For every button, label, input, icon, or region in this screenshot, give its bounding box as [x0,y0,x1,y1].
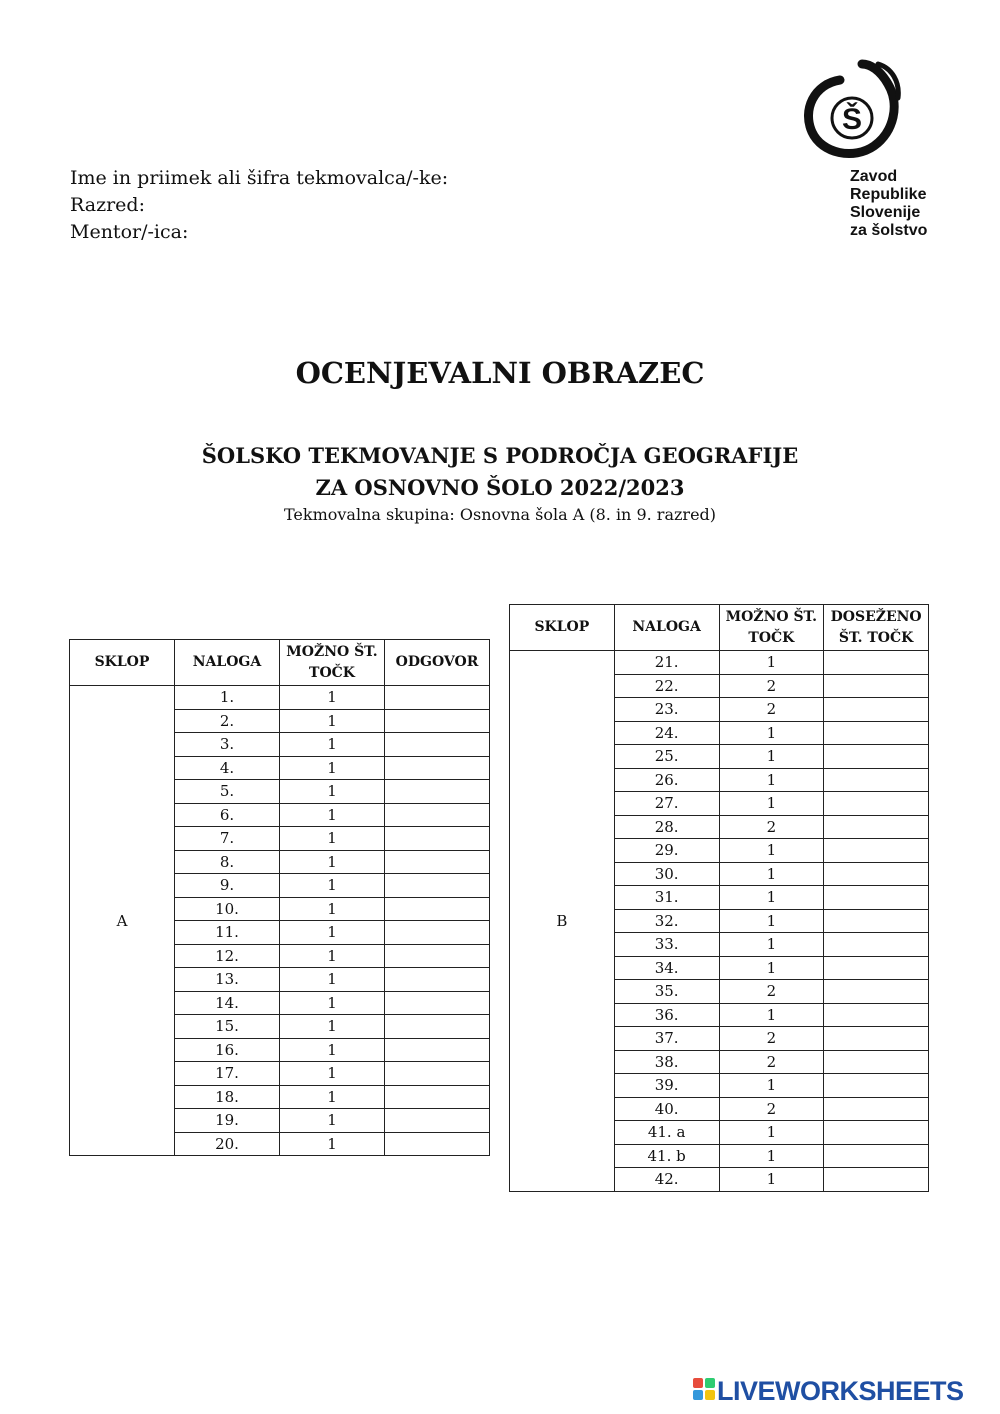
logo-line: Republike [850,186,927,203]
possible-points-cell: 1 [280,733,385,757]
task-number-cell: 31. [614,886,719,910]
task-number-cell: 42. [614,1168,719,1192]
answer-cell[interactable] [385,803,490,827]
header-naloga: NALOGA [175,640,280,686]
competition-group: Tekmovalna skupina: Osnovna šola A (8. in 9. razred) [283,505,717,524]
answer-cell[interactable] [385,756,490,780]
header-sklop: SKLOP [510,605,615,651]
possible-points-cell: 1 [719,933,824,957]
possible-points-cell: 1 [280,686,385,710]
table-header-row [510,605,929,651]
liveworksheets-watermark [693,1376,964,1404]
achieved-points-cell[interactable] [824,1144,929,1168]
student-info-fields [70,165,448,246]
possible-points-cell: 1 [280,1062,385,1086]
answer-cell[interactable] [385,1109,490,1133]
achieved-points-cell[interactable] [824,651,929,675]
grading-table-a [69,639,490,1156]
answer-cell[interactable] [385,968,490,992]
grading-table-b [509,604,929,1192]
achieved-points-cell[interactable] [824,839,929,863]
task-number-cell: 17. [175,1062,280,1086]
task-number-cell: 5. [175,780,280,804]
logo-line: Zavod [850,168,898,185]
possible-points-cell: 1 [280,803,385,827]
table-row [510,651,929,675]
task-number-cell: 25. [614,745,719,769]
answer-cell[interactable] [385,827,490,851]
task-number-cell: 6. [175,803,280,827]
possible-points-cell: 1 [719,862,824,886]
answer-cell[interactable] [385,686,490,710]
possible-points-cell: 1 [280,874,385,898]
logo-letter: Š [841,103,863,136]
header-possible-points: MOŽNO ŠT. TOČK [719,605,824,651]
possible-points-cell: 1 [280,709,385,733]
possible-points-cell: 1 [280,827,385,851]
answer-cell[interactable] [385,897,490,921]
task-number-cell: 19. [175,1109,280,1133]
task-number-cell: 3. [175,733,280,757]
achieved-points-cell[interactable] [824,721,929,745]
answer-cell[interactable] [385,850,490,874]
possible-points-cell: 2 [719,1050,824,1074]
task-number-cell: 29. [614,839,719,863]
name-field-label: Ime in priimek ali šifra tekmovalca/-ke: [70,167,449,189]
achieved-points-cell[interactable] [824,886,929,910]
answer-cell[interactable] [385,709,490,733]
possible-points-cell: 1 [280,1085,385,1109]
possible-points-cell: 1 [719,745,824,769]
possible-points-cell: 1 [280,1132,385,1156]
possible-points-cell: 2 [719,1027,824,1051]
answer-cell[interactable] [385,1085,490,1109]
task-number-cell: 1. [175,686,280,710]
task-number-cell: 41. a [614,1121,719,1145]
table-row [70,686,490,710]
subtitle-line-2: ZA OSNOVNO ŠOLO 2022/2023 [315,475,685,500]
task-number-cell: 18. [175,1085,280,1109]
possible-points-cell: 1 [719,886,824,910]
answer-cell[interactable] [385,1015,490,1039]
header-possible-points: MOŽNO ŠT. TOČK [280,640,385,686]
achieved-points-cell[interactable] [824,1050,929,1074]
task-number-cell: 9. [175,874,280,898]
task-number-cell: 26. [614,768,719,792]
task-number-cell: 30. [614,862,719,886]
possible-points-cell: 2 [719,1097,824,1121]
zrss-logo [800,58,950,239]
possible-points-cell: 1 [280,1015,385,1039]
possible-points-cell: 1 [719,1074,824,1098]
achieved-points-cell[interactable] [824,980,929,1004]
possible-points-cell: 1 [719,651,824,675]
achieved-points-cell[interactable] [824,745,929,769]
achieved-points-cell[interactable] [824,792,929,816]
answer-cell[interactable] [385,991,490,1015]
possible-points-cell: 1 [280,921,385,945]
header-answer: ODGOVOR [385,640,490,686]
achieved-points-cell[interactable] [824,956,929,980]
possible-points-cell: 2 [719,698,824,722]
possible-points-cell: 1 [719,721,824,745]
possible-points-cell: 1 [719,1168,824,1192]
achieved-points-cell[interactable] [824,933,929,957]
answer-cell[interactable] [385,1038,490,1062]
table-header-row [70,640,490,686]
achieved-points-cell[interactable] [824,1027,929,1051]
competition-subtitle [0,440,1000,504]
task-number-cell: 24. [614,721,719,745]
section-cell: A [70,686,175,1156]
task-number-cell: 34. [614,956,719,980]
task-number-cell: 36. [614,1003,719,1027]
achieved-points-cell[interactable] [824,909,929,933]
task-number-cell: 39. [614,1074,719,1098]
task-number-cell: 22. [614,674,719,698]
achieved-points-cell[interactable] [824,1121,929,1145]
possible-points-cell: 2 [719,980,824,1004]
possible-points-cell: 1 [719,768,824,792]
task-number-cell: 14. [175,991,280,1015]
task-number-cell: 10. [175,897,280,921]
task-number-cell: 32. [614,909,719,933]
task-number-cell: 8. [175,850,280,874]
task-number-cell: 33. [614,933,719,957]
section-cell: B [510,651,615,1192]
possible-points-cell: 1 [280,968,385,992]
achieved-points-cell[interactable] [824,674,929,698]
header-achieved-points: DOSEŽENO ŠT. TOČK [824,605,929,651]
possible-points-cell: 1 [280,780,385,804]
possible-points-cell: 1 [280,991,385,1015]
possible-points-cell: 2 [719,674,824,698]
possible-points-cell: 1 [280,944,385,968]
possible-points-cell: 1 [719,909,824,933]
task-number-cell: 7. [175,827,280,851]
task-number-cell: 21. [614,651,719,675]
mentor-field-label: Mentor/-ica: [70,221,189,243]
task-number-cell: 27. [614,792,719,816]
achieved-points-cell[interactable] [824,1003,929,1027]
answer-cell[interactable] [385,1062,490,1086]
achieved-points-cell[interactable] [824,1097,929,1121]
possible-points-cell: 1 [280,850,385,874]
task-number-cell: 37. [614,1027,719,1051]
watermark-text: LIVEWORKSHEETS [717,1376,964,1406]
answer-cell[interactable] [385,780,490,804]
task-number-cell: 16. [175,1038,280,1062]
liveworksheets-logo-icon [693,1378,715,1400]
class-field-label: Razred: [70,194,145,216]
possible-points-cell: 1 [719,839,824,863]
achieved-points-cell[interactable] [824,815,929,839]
zrss-swirl-icon [800,58,910,162]
possible-points-cell: 1 [280,756,385,780]
answer-cell[interactable] [385,874,490,898]
logo-line: Slovenije [850,204,921,221]
task-number-cell: 2. [175,709,280,733]
task-number-cell: 15. [175,1015,280,1039]
achieved-points-cell[interactable] [824,768,929,792]
possible-points-cell: 1 [719,956,824,980]
task-number-cell: 38. [614,1050,719,1074]
possible-points-cell: 1 [719,792,824,816]
subtitle-line-1: ŠOLSKO TEKMOVANJE S PODROČJA GEOGRAFIJE [201,443,799,468]
header-sklop: SKLOP [70,640,175,686]
logo-text [850,168,927,240]
possible-points-cell: 2 [719,815,824,839]
task-number-cell: 20. [175,1132,280,1156]
answer-cell[interactable] [385,944,490,968]
possible-points-cell: 1 [719,1121,824,1145]
possible-points-cell: 1 [280,897,385,921]
achieved-points-cell[interactable] [824,862,929,886]
answer-cell[interactable] [385,733,490,757]
task-number-cell: 12. [175,944,280,968]
task-number-cell: 13. [175,968,280,992]
header-naloga: NALOGA [614,605,719,651]
achieved-points-cell[interactable] [824,1074,929,1098]
possible-points-cell: 1 [280,1109,385,1133]
answer-cell[interactable] [385,1132,490,1156]
achieved-points-cell[interactable] [824,1168,929,1192]
task-number-cell: 28. [614,815,719,839]
achieved-points-cell[interactable] [824,698,929,722]
possible-points-cell: 1 [280,1038,385,1062]
task-number-cell: 23. [614,698,719,722]
task-number-cell: 40. [614,1097,719,1121]
possible-points-cell: 1 [719,1144,824,1168]
possible-points-cell: 1 [719,1003,824,1027]
answer-cell[interactable] [385,921,490,945]
logo-line: za šolstvo [850,222,928,239]
task-number-cell: 35. [614,980,719,1004]
task-number-cell: 41. b [614,1144,719,1168]
task-number-cell: 4. [175,756,280,780]
page-title: OCENJEVALNI OBRAZEC [295,356,705,390]
task-number-cell: 11. [175,921,280,945]
